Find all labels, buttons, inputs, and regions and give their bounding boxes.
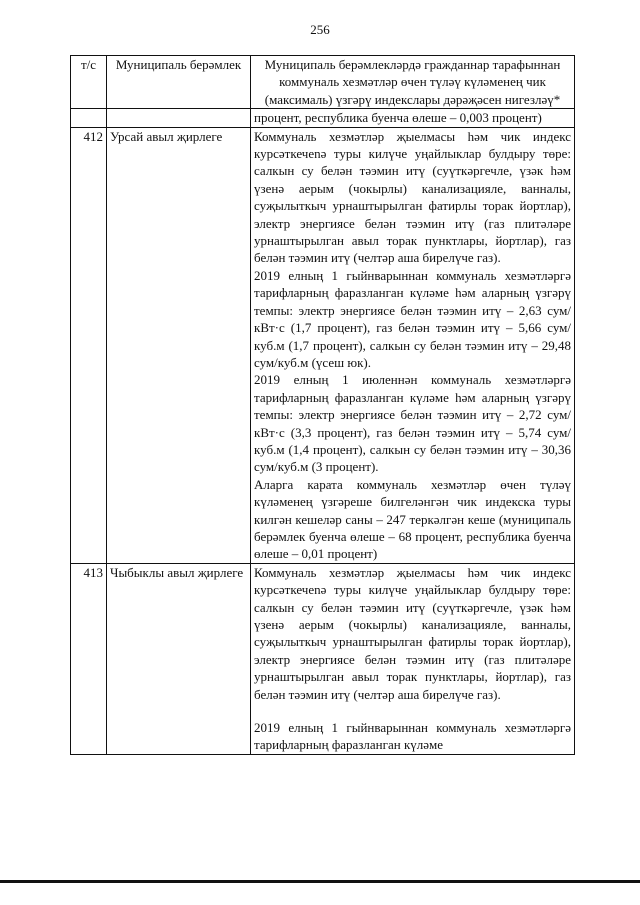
table-row	[71, 563, 575, 754]
paragraph: 2019 елның 1 гыйнварыннан коммуналь хезмәтләргә тарифларның фаразланган күләме	[254, 720, 571, 753]
paragraph: 2019 елның 1 гыйнварыннан коммуналь хезмәтләргә тарифларның фаразланган күләме һәм аларның үзгәрү темпы: электр энергиясе белән тәэмин итү – 2,63 сум/кВт·с (1,7 процент), газ белән тәэмин итү – 5,66 сум/куб.м (1,7 процент), салкын су белән тәэмин итү – 29,48 сум/куб.м (үсеш юк).	[254, 267, 571, 370]
page-number: 256	[310, 22, 330, 37]
continuation-row	[71, 109, 575, 127]
paragraph: 2019 елның 1 июленнән коммуналь хезмәтләргә тарифларның фаразланган күләме һәм аларның үзгәрү темпы: электр энергиясе белән тәэмин итү – 2,72 сум/кВт·с (3,3 процент), газ белән тәэмин итү – 5,74 сум/куб.м (1,4 процент), салкын су белән тәэмин итү – 30,36 сум/куб.м (3 процент).	[254, 372, 571, 475]
continuation-num-cell	[71, 109, 107, 127]
continuation-name-cell	[107, 109, 251, 127]
header-number: т/с	[71, 56, 107, 109]
header-justification: Муниципаль берәмлекләрдә гражданнар тарафыннан коммуналь хезмәтләр өчен түләү күләменең чик (максималь) үзгәрү индекслары дәрәҗәсен нигезләү*	[251, 56, 575, 109]
indices-table	[70, 55, 575, 755]
row-number: 413	[71, 563, 107, 754]
page-bottom-rule	[0, 880, 640, 883]
justification-cell	[251, 127, 575, 563]
table-header-row	[71, 56, 575, 109]
paragraph: Аларга карата коммуналь хезмәтләр өчен түләү күләменең үзгәреше билгеләнгән чик индекска туры килгән кешеләр саны – 247 теркәлгән кеше (муниципаль берәмлек буенча өлеше – 68 процент, республика буенча өлеше – 0,01 процент)	[254, 476, 571, 562]
table-row	[71, 127, 575, 563]
header-municipality: Муниципаль берәмлек	[107, 56, 251, 109]
continuation-text: процент, республика буенча өлеше – 0,003 процент)	[251, 109, 575, 127]
paragraph: Коммуналь хезмәтләр җыелмасы һәм чик индекс курсәткечenә туры килүче уңайлыклар булдыру төре: салкын су белән тәэмин итү (суүткәргечле, үзәк һәм үзенә аерым (чокырлы) канализацияле, ванналы, суҗылыткыч урнаштырылган фатирлы торак йортлар), электр энергиясе белән тәэмин итү (газ плитәләре урнаштырылган авыл торак пунктлары, йортлар), газ белән тәэмин итү (челтәр аша бирелүче газ).	[254, 564, 571, 702]
paragraph: Коммуналь хезмәтләр җыелмасы һәм чик индекс курсәткечenә туры килүче уңайлыклар булдыру төре: салкын су белән тәэмин итү (суүткәргечле, үзәк һәм үзенә аерым (чокырлы) канализацияле, ванналы, суҗылыткыч урнаштырылган фатирлы торак йортлар), электр энергиясе белән тәэмин итү (газ плитәләре урнаштырылган авыл торак пунктлары, йортлар), газ белән тәэмин итү (челтәр аша бирелүче газ).	[254, 128, 571, 266]
municipality-name: Урсай авыл җирлеге	[107, 127, 251, 563]
justification-cell	[251, 563, 575, 754]
municipality-name: Чыбыклы авыл җирлеге	[107, 563, 251, 754]
row-number: 412	[71, 127, 107, 563]
